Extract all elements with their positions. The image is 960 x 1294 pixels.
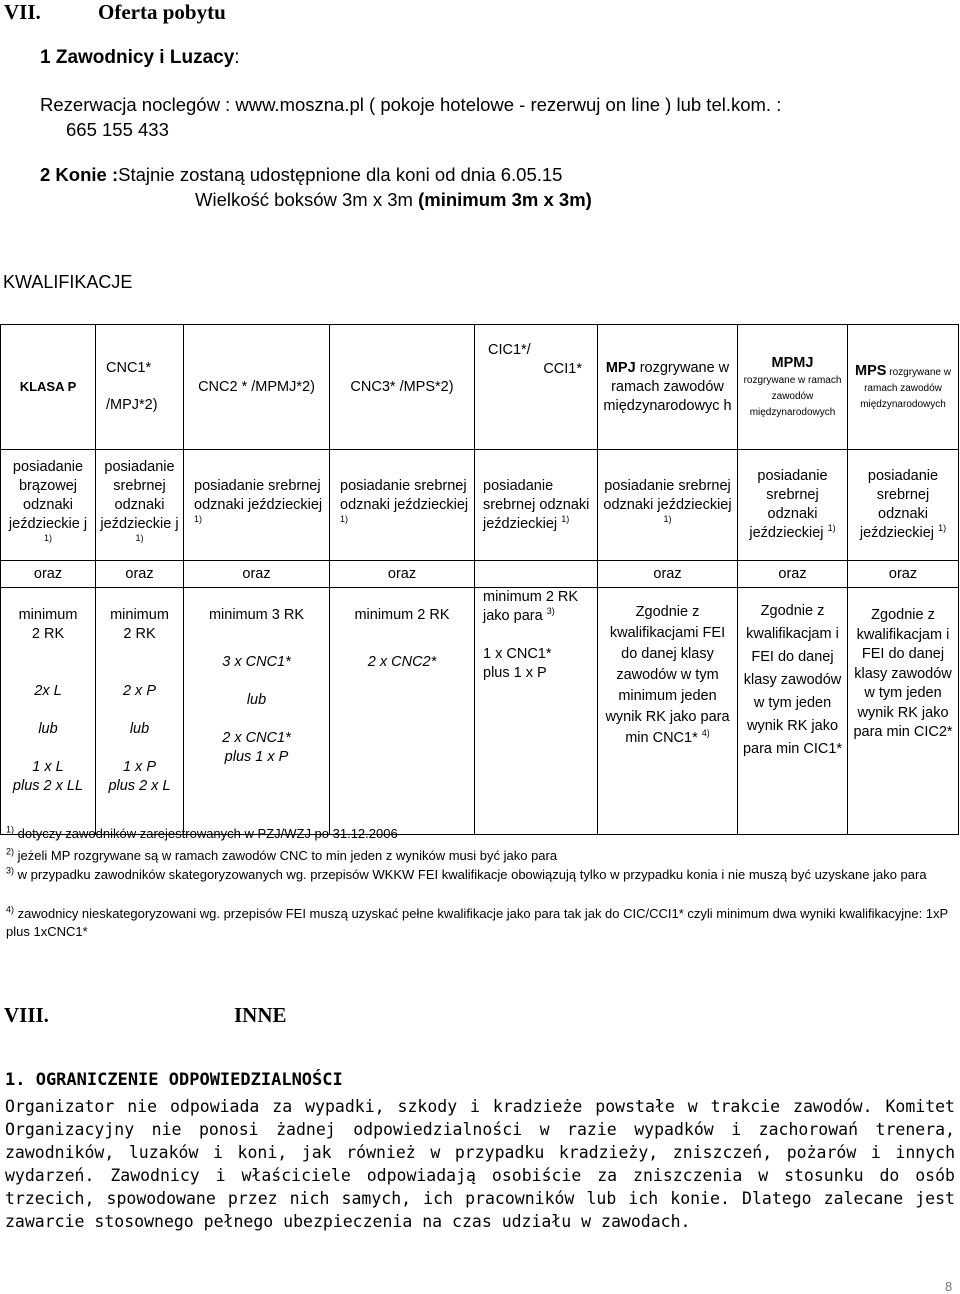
footnote-2: $^{2)}$ jeżeli MP rozgrywane są w ramach zawodów CNC to min jeden z wyników musi być jako para [6, 846, 558, 863]
oraz-cell: oraz [330, 561, 475, 588]
minimum-cell-mps: Zgodnie z kwalifikacjam i FEI do danej klasy zawodów w tym jeden wynik RK jako para min CIC2* [848, 588, 959, 835]
table-row-posiadanie [1, 450, 959, 561]
header-klasa-p: KLASA P [1, 325, 96, 450]
footnote-4: $^{4)}$ zawodnicy nieskategoryzowani wg. przepisów FEI muszą uzyskać pełne kwalifikacje jako para tak jak do CIC/CCI1* czyli minimum dwa wyniki kwalifikacyjne: 1xP plus 1xCNC1* [6, 904, 948, 939]
minimum-cell-cnc3: minimum 2 RK 2 x CNC2* [330, 588, 475, 835]
section-number-viii: VIII. [4, 1003, 49, 1027]
footnote-3: $^{3)}$ w przypadku zawodników skategoryzowanych wg. przepisów WKKW FEI kwalifikacje obowiązują tylko w przypadku konia i nie muszą być uzyskane jako para [6, 865, 927, 882]
posiadanie-cell: posiadanie srebrnej odznaki jeździeckiej $^{1)}$ [184, 450, 330, 561]
liability-heading: 1. OGRANICZENIE ODPOWIEDZIALNOŚCI [5, 1070, 343, 1090]
header-mps: MPS rozgrywane w ramach zawodów międzynarodowych [848, 325, 959, 450]
table-row-minimum [1, 588, 959, 835]
header-mpj: MPJ rozgrywane w ramach zawodów międzynarodowyc h [598, 325, 738, 450]
posiadanie-cell: posiadanie srebrnej odznaki jeździeckiej $^{1)}$ [475, 450, 598, 561]
minimum-cell-klasa-p: minimum 2 RK 2x L lub 1 x L plus 2 x LL [1, 588, 96, 835]
footnote-1: $^{1)}$ dotyczy zawodników zarejestrowanych w PZJ/WZJ po 31.12.2006 [6, 824, 398, 841]
section-title-inne: INNE [234, 1003, 287, 1027]
oraz-cell: oraz [738, 561, 848, 588]
liability-body: Organizator nie odpowiada za wypadki, szkody i kradzieże powstałe w trakcie zawodów. Komitet Organizacyjny nie ponosi żadnej odpowiedzialności w razie wypadków i zachorowań trenera, zawodników, luzaków i koni, jak również w przypadku kradzieży, zniszczeń, pożarów i innych wydarzeń. Zawodnicy i właściciele odpowiadają osobiście za zniszczenia w stosunku do osób trzecich, spowodowane przez nich samych, ich pracowników lub ich konie. Dlatego zalecane jest zawarcie stosownego pełnego ubezpieczenia na czas udziału w zawodach. [5, 1097, 955, 1231]
item2-text: Stajnie zostaną udostępnione dla koni od dnia 6.05.15 [118, 164, 563, 185]
minimum-cell-cic1: minimum 2 RK jako para $^{3)}$ 1 x CNC1* plus 1 x P [475, 588, 598, 835]
oraz-cell: oraz [598, 561, 738, 588]
item2-line2 [195, 189, 592, 211]
table-header-row [1, 325, 959, 450]
posiadanie-cell: posiadanie brązowej odznaki jeździeckie j $^{1)}$ [1, 450, 96, 561]
oraz-cell: oraz [96, 561, 184, 588]
item1-line2: 665 155 433 [66, 119, 169, 140]
item1-heading: 1 Zawodnicy i Luzacy [40, 47, 235, 68]
table-row-oraz [1, 561, 959, 588]
header-cnc3: CNC3* /MPS*2) [330, 325, 475, 450]
posiadanie-cell: posiadanie srebrnej odznaki jeździeckiej $^{1)}$ [738, 450, 848, 561]
header-cnc1: CNC1* /MPJ*2) [96, 325, 184, 450]
oraz-cell: oraz [848, 561, 959, 588]
item1-heading-line [40, 47, 240, 69]
oraz-cell: oraz [1, 561, 96, 588]
header-mpmj: MPMJ rozgrywane w ramach zawodów międzynarodowych [738, 325, 848, 450]
oraz-cell [475, 561, 598, 588]
posiadanie-cell: posiadanie srebrnej odznaki jeździeckiej $^{1)}$ [598, 450, 738, 561]
item1-line1: Rezerwacja noclegów : www.moszna.pl ( pokoje hotelowe - rezerwuj on line ) lub tel.kom. : [40, 94, 782, 115]
item1-colon: : [234, 47, 240, 68]
oraz-cell: oraz [184, 561, 330, 588]
minimum-cell-cnc2: minimum 3 RK 3 x CNC1* lub 2 x CNC1* plus 1 x P [184, 588, 330, 835]
section-number-vii: VII. [4, 0, 41, 24]
minimum-cell-mpj: Zgodnie z kwalifikacjami FEI do danej klasy zawodów w tym minimum jeden wynik RK jako para min CNC1* $^{4)}$ [598, 588, 738, 835]
section-title-oferta: Oferta pobytu [98, 0, 226, 24]
header-cnc2: CNC2 * /MPMJ*2) [184, 325, 330, 450]
item2-line2-prefix: Wielkość boksów 3m x 3m [195, 189, 419, 210]
item2-line1 [40, 164, 562, 186]
item2-heading: 2 Konie : [40, 164, 119, 185]
kwalifikacje-title: KWALIFIKACJE [3, 272, 133, 292]
posiadanie-cell: posiadanie srebrnej odznaki jeździeckiej $^{1)}$ [330, 450, 475, 561]
minimum-cell-mpmj: Zgodnie z kwalifikacjam i FEI do danej klasy zawodów w tym jeden wynik RK jako para min CIC1* [738, 588, 848, 835]
minimum-cell-cnc1: minimum 2 RK 2 x P lub 1 x P plus 2 x L [96, 588, 184, 835]
item2-line2-bold: (minimum 3m x 3m) [418, 189, 592, 210]
qualification-table [0, 324, 959, 835]
page-number: 8 [945, 1279, 953, 1294]
posiadanie-cell: posiadanie srebrnej odznaki jeździeckie j $^{1)}$ [96, 450, 184, 561]
header-cic1: CIC1*/ CCI1* [475, 325, 598, 450]
posiadanie-cell: posiadanie srebrnej odznaki jeździeckiej $^{1)}$ [848, 450, 959, 561]
